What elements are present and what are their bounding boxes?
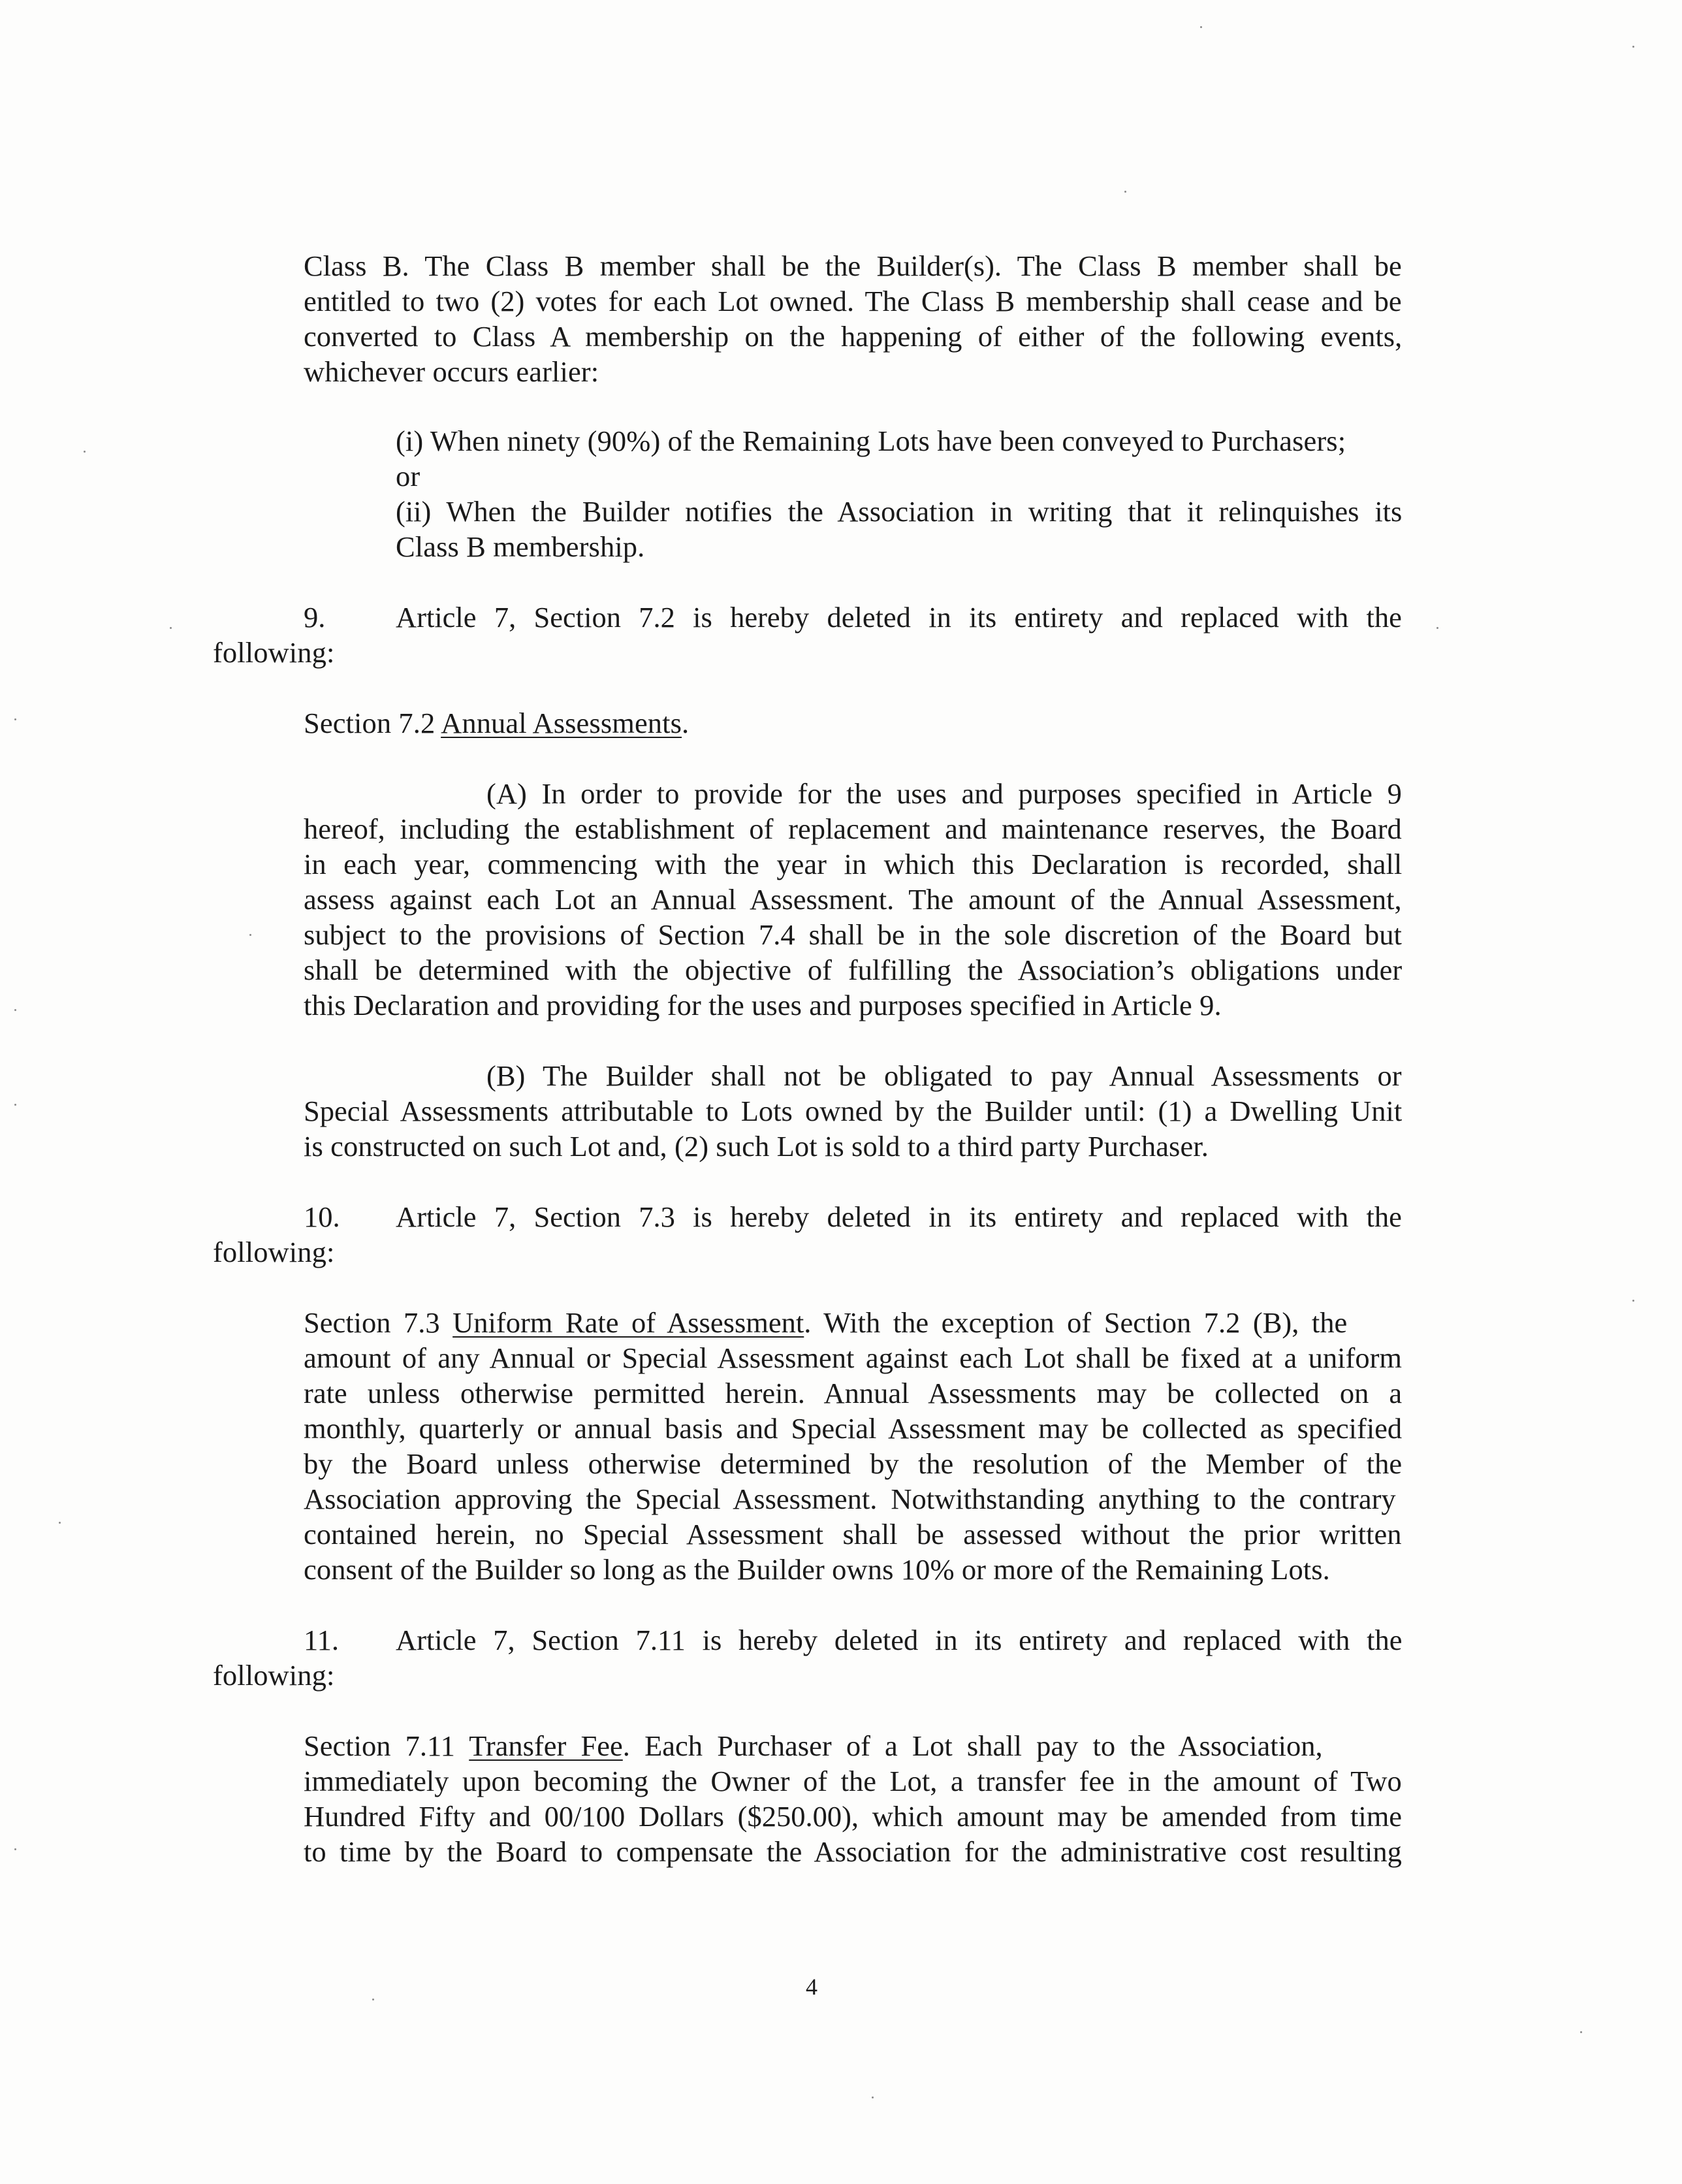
text-line: in each year, commencing with the year in which this Declaration is recorded, shall xyxy=(304,848,1403,880)
section-title: Uniform Rate of Assessment xyxy=(452,1306,804,1339)
text-line: Article 7, Section 7.11 is hereby deleted in its entirety and replaced with the xyxy=(396,1624,1403,1656)
text-line: entitled to two (2) votes for each Lot owned. The Class B membership shall cease and be xyxy=(304,285,1402,317)
text-line: to time by the Board to compensate the Association for the administrative cost resulting xyxy=(304,1835,1402,1868)
speck xyxy=(1200,26,1202,28)
text-line: Class B. The Class B member shall be the Builder(s). The Class B member shall be xyxy=(304,249,1402,282)
text-line: subject to the provisions of Section 7.4 shall be in the sole discretion of the Board but xyxy=(304,918,1402,951)
text-line: monthly, quarterly or annual basis and Special Assessment may be collected as specified xyxy=(304,1412,1403,1445)
text-line: following: xyxy=(213,636,335,669)
speck xyxy=(872,2096,874,2098)
text-line: amount of any Annual or Special Assessment against each Lot shall be fixed at a uniform xyxy=(304,1341,1403,1374)
speck xyxy=(170,627,172,629)
text-line: hereof, including the establishment of replacement and maintenance reserves, the Board xyxy=(304,812,1402,845)
event-item: Class B membership. xyxy=(396,530,645,563)
text-line: is constructed on such Lot and, (2) such Lot is sold to a third party Purchaser. xyxy=(304,1130,1209,1163)
section-suffix: . xyxy=(682,707,690,739)
text-line: converted to Class A membership on the happening of either of the following events, xyxy=(304,320,1403,353)
speck xyxy=(14,1009,16,1011)
text-line: rate unless otherwise permitted herein. Annual Assessments may be collected on a xyxy=(304,1377,1403,1409)
event-item: or xyxy=(396,460,420,492)
speck xyxy=(14,1848,16,1850)
speck xyxy=(84,451,86,453)
text-line: immediately upon becoming the Owner of the Lot, a transfer fee in the amount of Two xyxy=(304,1765,1402,1797)
text-line: whichever occurs earlier: xyxy=(304,355,599,388)
text-line: Article 7, Section 7.2 is hereby deleted in its entirety and replaced with the xyxy=(396,601,1402,634)
speck xyxy=(1580,2031,1582,2033)
text-line: following: xyxy=(213,1659,335,1692)
section-7-2-heading xyxy=(304,705,689,741)
speck xyxy=(249,934,251,936)
text-line: consent of the Builder so long as the Builder owns 10% or more of the Remaining Lots. xyxy=(304,1553,1330,1586)
speck xyxy=(1124,191,1126,193)
section-prefix: Section 7.3 xyxy=(304,1306,453,1339)
text-line: contained herein, no Special Assessment shall be assessed without the prior written xyxy=(304,1518,1402,1550)
section-prefix: Section 7.11 xyxy=(304,1729,469,1762)
speck xyxy=(1436,627,1438,629)
item-number: 9. xyxy=(304,601,326,634)
text-line: following: xyxy=(213,1236,335,1268)
item-number: 11. xyxy=(304,1624,339,1656)
text-line: assess against each Lot an Annual Assessment. The amount of the Annual Assessment, xyxy=(304,883,1402,916)
speck xyxy=(59,1522,61,1524)
text-line: (B) The Builder shall not be obligated to pay Annual Assessments or xyxy=(486,1059,1402,1092)
speck xyxy=(14,1104,16,1106)
text-line: Article 7, Section 7.3 is hereby deleted in its entirety and replaced with the xyxy=(396,1200,1402,1233)
speck xyxy=(14,718,16,720)
text-line: (A) In order to provide for the uses and purposes specified in Article 9 xyxy=(486,777,1402,810)
text-line: shall be determined with the objective of fulfilling the Association’s obligations under xyxy=(304,954,1403,986)
item-number: 10. xyxy=(304,1200,340,1233)
speck xyxy=(372,1999,374,2000)
event-item: (ii) When the Builder notifies the Association in writing that it relinquishes its xyxy=(396,495,1403,528)
section-title: Transfer Fee xyxy=(469,1729,623,1762)
text-line xyxy=(304,1305,1402,1341)
speck xyxy=(1632,46,1634,48)
text-line: Hundred Fifty and 00/100 Dollars ($250.00), which amount may be amended from time xyxy=(304,1800,1403,1833)
section-prefix: Section 7.2 xyxy=(304,707,441,739)
text-line: Association approving the Special Assessment. Notwithstanding anything to the contrary xyxy=(304,1483,1396,1515)
text-line: by the Board unless otherwise determined by the resolution of the Member of the xyxy=(304,1447,1403,1480)
section-first-line: . Each Purchaser of a Lot shall pay to the Association, xyxy=(622,1729,1323,1762)
event-item: (i) When ninety (90%) of the Remaining Lots have been conveyed to Purchasers; xyxy=(396,425,1346,457)
page-number: 4 xyxy=(806,1974,817,2000)
text-line: this Declaration and providing for the uses and purposes specified in Article 9. xyxy=(304,989,1222,1021)
text-line xyxy=(304,1728,1402,1764)
section-title: Annual Assessments xyxy=(441,707,682,739)
text-line: Special Assessments attributable to Lots owned by the Builder until: (1) a Dwelling Unit xyxy=(304,1095,1403,1127)
section-first-line: . With the exception of Section 7.2 (B), the xyxy=(804,1306,1348,1339)
speck xyxy=(1632,1300,1634,1302)
